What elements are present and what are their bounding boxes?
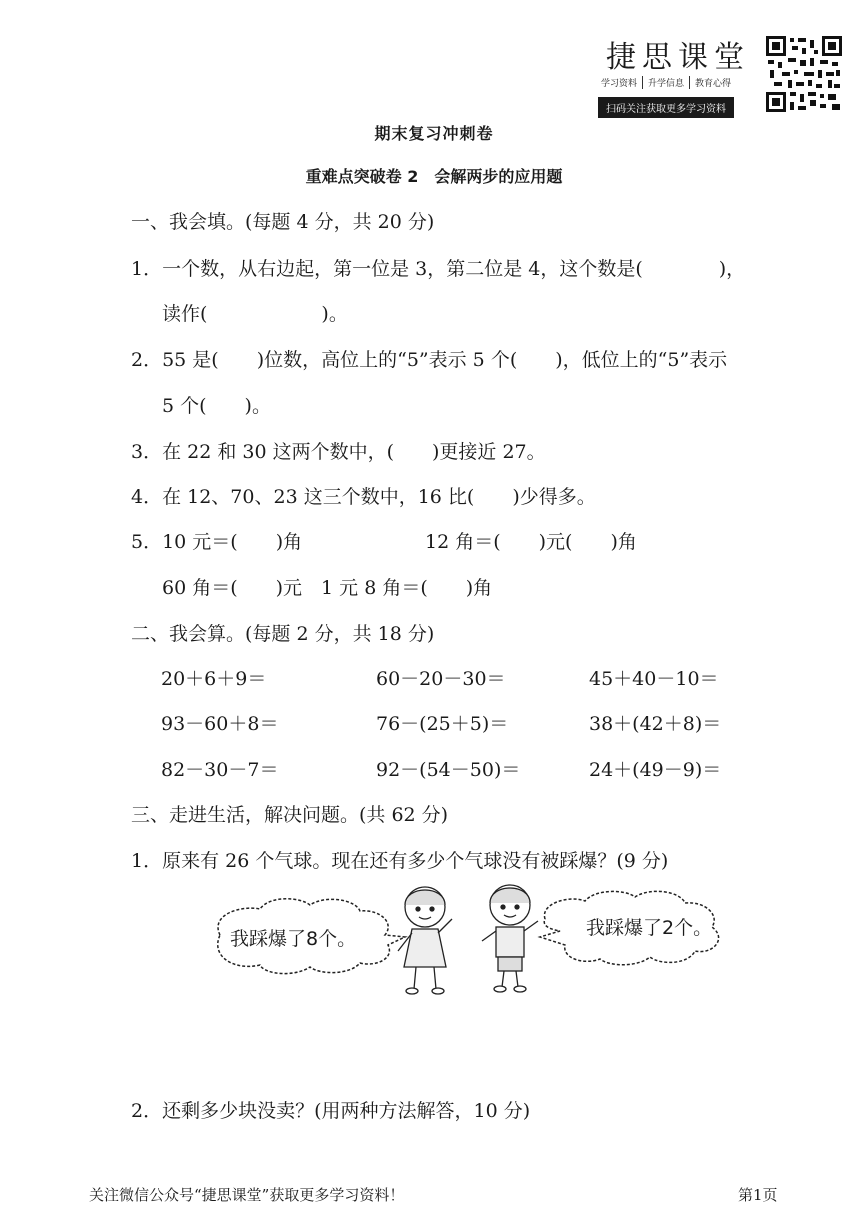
brand-name: 捷思课堂 bbox=[606, 40, 750, 75]
calc-item: 82－30－7＝ bbox=[161, 759, 279, 781]
calc-item: 45＋40－10＝ bbox=[589, 668, 719, 690]
calc-item: 92－(54－50)＝ bbox=[376, 759, 521, 781]
question-text: 1．原来有 26 个气球。现在还有多少个气球没有被踩爆？(9 分) bbox=[131, 850, 669, 872]
calc-item: 60－20－30＝ bbox=[376, 668, 506, 690]
footer-note: 关注微信公众号“捷思课堂”获取更多学习资料！ bbox=[89, 1186, 405, 1204]
brand-tags bbox=[596, 76, 736, 89]
page-title: 期末复习冲刺卷 bbox=[374, 124, 494, 143]
question-text: 2．55 是( )位数，高位上的“5”表示 5 个( )，低位上的“5”表示 bbox=[131, 349, 728, 371]
brand-tag: 升学信息 bbox=[643, 76, 690, 89]
boy-icon bbox=[482, 885, 538, 992]
question-text: 5．10 元＝( )角 bbox=[131, 531, 303, 553]
section-heading: 三、走进生活，解决问题。(共 62 分) bbox=[131, 804, 449, 826]
question-text: 5 个( )。 bbox=[162, 395, 271, 417]
girl-icon bbox=[398, 887, 452, 994]
question-text: 3．在 22 和 30 这两个数中，( )更接近 27。 bbox=[131, 441, 546, 463]
brand-tag: 学习资料 bbox=[596, 76, 643, 89]
brand-tag: 教育心得 bbox=[695, 79, 732, 89]
calc-item: 93－60＋8＝ bbox=[161, 713, 279, 735]
qr-code-icon[interactable] bbox=[766, 36, 842, 112]
section-heading: 一、我会填。(每题 4 分，共 20 分) bbox=[131, 211, 435, 233]
speech-bubble-right-text: 我踩爆了2个。 bbox=[586, 917, 713, 939]
page-subtitle: 重难点突破卷 2 会解两步的应用题 bbox=[305, 167, 563, 186]
speech-bubble-left-text: 我踩爆了8个。 bbox=[230, 928, 357, 950]
page-number: 第1页 bbox=[738, 1186, 778, 1204]
calc-item: 76－(25＋5)＝ bbox=[376, 713, 509, 735]
question-text: 读作( )。 bbox=[162, 303, 348, 325]
question-text: 2．还剩多少块没卖？(用两种方法解答，10 分) bbox=[131, 1100, 531, 1122]
question-text: 12 角＝( )元( )角 bbox=[425, 531, 637, 553]
calc-item: 24＋(49－9)＝ bbox=[589, 759, 722, 781]
question-text: 1．一个数，从右边起，第一位是 3，第二位是 4，这个数是( )， bbox=[131, 258, 746, 280]
calc-item: 38＋(42＋8)＝ bbox=[589, 713, 722, 735]
question-text: 60 角＝( )元 1 元 8 角＝( )角 bbox=[162, 577, 493, 599]
calc-item: 20＋6＋9＝ bbox=[161, 668, 267, 690]
question-text: 4．在 12、70、23 这三个数中，16 比( )少得多。 bbox=[131, 486, 596, 508]
section-heading: 二、我会算。(每题 2 分，共 18 分) bbox=[131, 623, 435, 645]
brand-banner: 扫码关注获取更多学习资料 bbox=[598, 97, 734, 118]
